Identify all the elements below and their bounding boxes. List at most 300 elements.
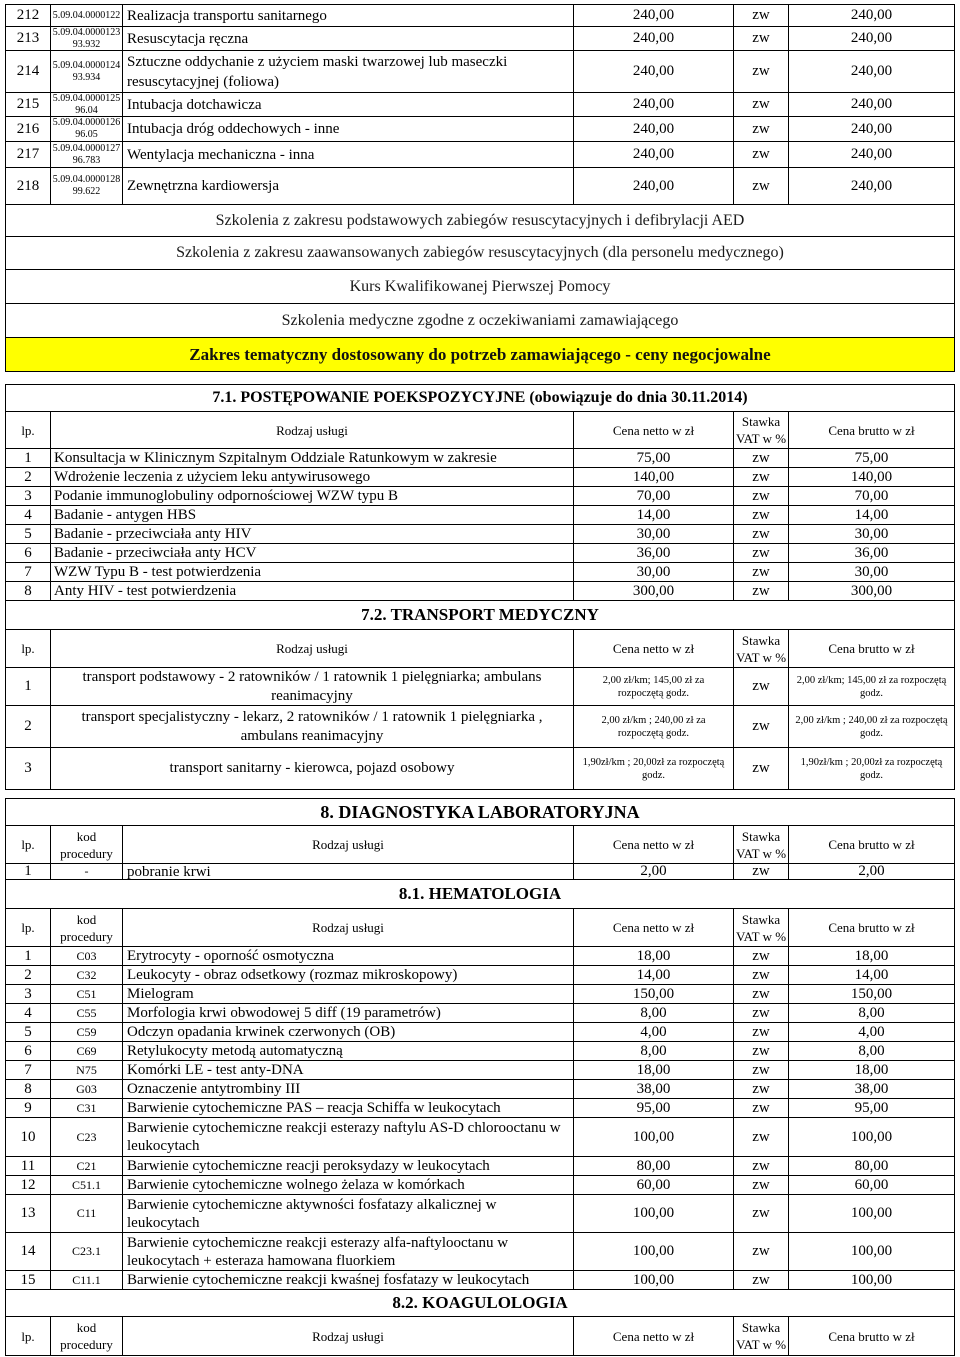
service-name-cell [123, 1271, 574, 1289]
lp-text: 2 [24, 966, 32, 983]
vat-rate-cell [734, 1233, 789, 1270]
service-row [6, 563, 954, 582]
service-row [6, 4, 954, 27]
vat-rate-cell [734, 966, 789, 984]
service-row [6, 1080, 954, 1099]
service-name-cell [123, 1023, 574, 1041]
net-price-text: 240,00 [632, 7, 675, 23]
net-price-cell [574, 27, 734, 50]
service-name-text: leukocytach [127, 1138, 200, 1154]
gross-price-cell [789, 966, 954, 984]
service-name-cell [123, 1176, 574, 1194]
net-price-text: 2,00 zł/km; 145,00 zł za [602, 674, 705, 686]
lp-cell [6, 985, 51, 1003]
service-row [6, 1271, 954, 1290]
vat-rate-header [734, 1317, 789, 1355]
gross-price-cell [789, 864, 954, 879]
service-name-text: leukocytach + esteraza hamowana fluorkiem [127, 1252, 396, 1269]
vat-rate-text: zw [752, 96, 770, 112]
lp-text: 14 [20, 1243, 36, 1259]
gross-price-text: 100,00 [850, 1243, 893, 1259]
service-name-cell [123, 864, 574, 879]
net-price-cell [574, 1004, 734, 1022]
service-name-header [123, 909, 574, 946]
procedure-code-cell [51, 27, 123, 50]
lp-text: 2 [24, 468, 32, 485]
gross-price-cell [789, 1157, 954, 1175]
vat-rate-cell [734, 864, 789, 879]
service-row [6, 506, 954, 525]
lp-cell [6, 544, 51, 562]
service-name-cell [123, 168, 574, 204]
procedure-code-cell [51, 117, 123, 141]
service-name-text: Barwienie cytochemiczne wolnego żelaza w komórkach [127, 1177, 465, 1193]
vat-rate-header-text: Stawka [741, 828, 781, 844]
service-name-header [51, 630, 574, 667]
section-title: 7.2. TRANSPORT MEDYCZNY [6, 601, 954, 630]
net-price-cell [574, 449, 734, 467]
net-price-text: 80,00 [636, 1157, 671, 1174]
gross-price-text: 2,00 zł/km ; 240,00 zł za rozpoczętą [795, 714, 948, 726]
gross-price-text: 240,00 [850, 146, 893, 162]
service-name-cell [123, 5, 574, 26]
vat-rate-text: zw [752, 863, 770, 879]
vat-rate-text: zw [752, 487, 770, 504]
gross-price-cell [789, 985, 954, 1003]
vat-rate-text: zw [752, 985, 770, 1002]
procedure-code-text: C51.1 [71, 1177, 101, 1192]
net-price-text: 150,00 [632, 985, 675, 1002]
hematology-rows [6, 947, 954, 1290]
procedure-code-text: C55 [76, 1005, 97, 1020]
spacer [5, 372, 955, 384]
gross-price-cell [789, 5, 954, 26]
service-name-header-text: Rodzaj usługi [312, 920, 384, 935]
vat-rate-header [734, 630, 789, 667]
service-name-text: Intubacja dotchawicza [127, 96, 262, 113]
net-price-cell [574, 506, 734, 524]
lp-text: 214 [16, 63, 40, 79]
post-exposure-section [5, 384, 955, 601]
vat-rate-header-text: VAT w % [735, 649, 787, 665]
service-name-text: reanimacyjny [271, 687, 353, 704]
procedure-code-text: C31 [76, 1100, 97, 1115]
vat-rate-text: zw [752, 563, 770, 580]
service-name-text: Retylukocyty metodą automatyczną [127, 1043, 343, 1059]
net-price-text: 36,00 [636, 544, 671, 561]
gross-price-header-text: Cena brutto w zł [828, 422, 915, 438]
lp-text: 1 [24, 947, 32, 964]
lp-cell [6, 1195, 51, 1232]
net-price-cell [574, 1061, 734, 1079]
service-row [6, 27, 954, 51]
lp-cell [6, 864, 51, 879]
net-price-header-text: Cena netto w zł [612, 1328, 695, 1344]
lp-text: 216 [16, 120, 40, 137]
coagulology-section [5, 1290, 955, 1356]
service-name-cell [51, 582, 574, 600]
lp-cell [6, 668, 51, 705]
service-row [6, 544, 954, 563]
net-price-text: 70,00 [636, 487, 671, 504]
net-price-cell [574, 487, 734, 505]
procedure-code-text: 99.622 [72, 186, 101, 197]
vat-rate-text: zw [752, 1061, 770, 1078]
lp-cell [6, 142, 51, 167]
gross-price-text: 300,00 [850, 582, 893, 599]
vat-rate-cell [734, 1118, 789, 1156]
service-row [6, 864, 954, 880]
gross-price-cell [789, 1042, 954, 1060]
service-name-header-text: Rodzaj usługi [312, 1328, 384, 1344]
service-name-text: Barwienie cytochemiczne reacji peroksydazy w leukocytach [127, 1158, 490, 1174]
net-price-text: 2,00 [640, 863, 667, 879]
net-price-header-text: Cena netto w zł [612, 422, 695, 438]
net-price-text: 100,00 [632, 1205, 675, 1221]
net-price-text: 2,00 zł/km ; 240,00 zł za [601, 714, 706, 726]
service-name-text: resuscytacyjnej (foliowa) [127, 73, 280, 90]
service-row [6, 468, 954, 487]
service-name-cell [123, 1157, 574, 1175]
gross-price-cell [789, 563, 954, 581]
gross-price-text: 8,00 [858, 1004, 885, 1021]
gross-price-cell [789, 1118, 954, 1156]
vat-rate-cell [734, 27, 789, 50]
section-title: 7.1. POSTĘPOWANIE POEKSPOZYCYJNE (obowiązuje do dnia 30.11.2014) [6, 384, 954, 412]
gross-price-text: 240,00 [850, 30, 893, 46]
net-price-text: 240,00 [632, 96, 675, 112]
net-price-cell [574, 1099, 734, 1117]
service-name-text: Badanie - antygen HBS [54, 506, 197, 523]
procedure-code-header [51, 1317, 123, 1355]
lp-text: 11 [20, 1157, 36, 1174]
procedure-code-text: C23 [76, 1129, 97, 1144]
net-price-text: 18,00 [636, 947, 671, 964]
vat-rate-header [734, 909, 789, 946]
emergency-procedures-table [5, 4, 955, 205]
net-price-text: 100,00 [632, 1128, 675, 1145]
net-price-cell [574, 1176, 734, 1194]
service-row [6, 1118, 954, 1157]
lp-text: 12 [20, 1176, 36, 1193]
net-price-cell [574, 1042, 734, 1060]
vat-rate-text: zw [752, 582, 770, 599]
vat-rate-text: zw [752, 468, 770, 485]
spacer [5, 790, 955, 798]
procedure-code-cell [51, 1176, 123, 1194]
service-row [6, 582, 954, 601]
procedure-code-text: C11 [76, 1206, 97, 1220]
service-row [6, 93, 954, 117]
lp-cell [6, 947, 51, 965]
lp-cell [6, 449, 51, 467]
service-name-text: transport sanitarny - kierowca, pojazd osobowy [169, 760, 455, 776]
vat-rate-cell [734, 93, 789, 116]
net-price-header-text: Cena netto w zł [612, 641, 695, 656]
service-name-cell [123, 1004, 574, 1022]
service-row [6, 142, 954, 168]
gross-price-text: 100,00 [850, 1128, 893, 1145]
net-price-header-text: Cena netto w zł [612, 837, 695, 852]
lp-text: 7 [24, 563, 32, 580]
net-price-cell [574, 5, 734, 26]
lp-text: 6 [24, 1042, 32, 1059]
gross-price-cell [789, 544, 954, 562]
service-name-text: Komórki LE - test anty-DNA [127, 1062, 304, 1078]
lp-header [6, 412, 51, 448]
net-price-text: 60,00 [636, 1176, 671, 1193]
vat-rate-cell [734, 1195, 789, 1232]
gross-price-text: 140,00 [850, 468, 893, 485]
service-row [6, 985, 954, 1004]
procedure-code-cell [51, 1233, 123, 1270]
service-row [6, 1023, 954, 1042]
service-name-cell [51, 563, 574, 581]
gross-price-header [789, 826, 954, 863]
service-name-text: Barwienie cytochemiczne reakcji kwaśnej fosfatazy w leukocytach [127, 1272, 530, 1288]
service-name-text: Barwienie cytochemiczne reakcji esterazy naftylu AS-D chlorooctanu w [127, 1120, 561, 1136]
service-name-cell [123, 1061, 574, 1079]
gross-price-text: 240,00 [850, 63, 893, 79]
service-name-text: Erytrocyty - oporność osmotyczna [127, 948, 335, 964]
lp-cell [6, 1271, 51, 1289]
procedure-code-header-text: procedury [60, 1337, 113, 1352]
gross-price-cell [789, 525, 954, 543]
service-name-header [123, 1317, 574, 1355]
lp-cell [6, 487, 51, 505]
procedure-code-cell [51, 1118, 123, 1156]
net-price-cell [574, 1080, 734, 1098]
gross-price-cell [789, 582, 954, 600]
negotiable-scope-note-text: Zakres tematyczny dostosowany do potrzeb zamawiającego - ceny negocjowalne [189, 344, 771, 364]
net-price-cell [574, 1023, 734, 1041]
gross-price-cell [789, 1023, 954, 1041]
gross-price-text: 38,00 [854, 1080, 889, 1097]
gross-price-cell [789, 487, 954, 505]
service-name-text: Intubacja dróg oddechowych - inne [127, 121, 340, 137]
net-price-header [574, 412, 734, 448]
vat-rate-header-text: Stawka [741, 911, 781, 927]
procedure-code-header [51, 826, 123, 863]
net-price-text: 14,00 [636, 966, 671, 983]
vat-rate-text: zw [752, 1176, 770, 1193]
lp-header-text: lp. [21, 1328, 35, 1344]
lp-text: 3 [24, 985, 32, 1002]
gross-price-cell [789, 93, 954, 116]
training-row [6, 270, 954, 304]
procedure-code-cell [51, 966, 123, 984]
vat-rate-text: zw [752, 1099, 770, 1116]
lp-text: 1 [24, 449, 32, 466]
net-price-cell [574, 748, 734, 789]
training-row [6, 304, 954, 338]
service-name-cell [51, 525, 574, 543]
service-name-cell [123, 142, 574, 167]
vat-rate-cell [734, 1099, 789, 1117]
vat-rate-cell [734, 748, 789, 789]
procedure-code-cell [51, 947, 123, 965]
gross-price-cell [789, 449, 954, 467]
service-row [6, 117, 954, 142]
procedure-code-text: 5.09.04.0000124 [52, 59, 121, 71]
service-name-header-text: Rodzaj usługi [276, 641, 348, 656]
gross-price-text: 240,00 [850, 177, 893, 194]
vat-rate-text: zw [752, 1042, 770, 1059]
vat-rate-text: zw [752, 449, 770, 466]
lp-text: 6 [24, 544, 32, 561]
gross-price-text: 14,00 [854, 506, 889, 523]
lp-cell [6, 563, 51, 581]
net-price-text: 8,00 [640, 1004, 667, 1021]
gross-price-header-text: Cena brutto w zł [828, 641, 915, 656]
lp-header [6, 1317, 51, 1355]
gross-price-cell [789, 1080, 954, 1098]
gross-price-text: 2,00 [858, 863, 885, 879]
vat-rate-text: zw [752, 678, 770, 694]
lp-text: 7 [24, 1061, 32, 1078]
service-row [6, 947, 954, 966]
vat-rate-cell [734, 1023, 789, 1041]
gross-price-text: 100,00 [850, 1271, 893, 1288]
vat-rate-header-text: VAT w % [735, 928, 787, 944]
service-name-cell [123, 1042, 574, 1060]
service-row [6, 1157, 954, 1176]
vat-rate-text: zw [752, 1205, 770, 1221]
service-name-text: Anty HIV - test potwierdzenia [54, 582, 237, 599]
section-title: 8.1. HEMATOLOGIA [6, 880, 954, 909]
procedure-code-text: C21 [76, 1158, 97, 1173]
gross-price-text: godz. [859, 727, 884, 739]
gross-price-header [789, 909, 954, 946]
service-name-cell [51, 544, 574, 562]
lp-cell [6, 525, 51, 543]
net-price-cell [574, 668, 734, 705]
gross-price-cell [789, 142, 954, 167]
net-price-text: 240,00 [632, 146, 675, 162]
net-price-text: 300,00 [632, 582, 675, 599]
vat-rate-text: zw [752, 544, 770, 561]
service-name-text: Oznaczenie antytrombiny III [127, 1081, 301, 1097]
gross-price-cell [789, 947, 954, 965]
procedure-code-header [51, 909, 123, 946]
service-name-text: WZW Typu B - test potwierdzenia [54, 563, 262, 580]
gross-price-cell [789, 668, 954, 705]
vat-rate-header [734, 826, 789, 863]
lp-cell [6, 748, 51, 789]
procedure-code-text: 96.783 [72, 154, 101, 166]
column-header-row [6, 826, 954, 864]
service-name-text: Resuscytacja ręczna [127, 30, 249, 47]
vat-rate-text: zw [752, 1243, 770, 1259]
lp-text: 4 [24, 1004, 32, 1021]
lp-cell [6, 1118, 51, 1156]
lp-text: 8 [24, 582, 32, 599]
gross-price-header [789, 630, 954, 667]
vat-rate-text: zw [752, 966, 770, 983]
net-price-cell [574, 544, 734, 562]
service-name-text: Konsultacja w Klinicznym Szpitalnym Oddziale Ratunkowym w zakresie [54, 449, 497, 466]
net-price-text: 100,00 [632, 1243, 675, 1259]
gross-price-text: 18,00 [854, 947, 889, 964]
service-name-cell [51, 748, 574, 789]
vat-rate-cell [734, 706, 789, 747]
net-price-text: rozpoczętą godz. [617, 687, 690, 699]
service-name-text: Wdrożenie leczenia z użyciem leku antywirusowego [54, 468, 371, 485]
lp-cell [6, 168, 51, 204]
vat-rate-cell [734, 1157, 789, 1175]
gross-price-text: 240,00 [850, 96, 893, 112]
medical-transport-section [5, 601, 955, 790]
vat-rate-text: zw [752, 1271, 770, 1288]
lp-cell [6, 506, 51, 524]
vat-rate-text: zw [752, 1023, 770, 1040]
procedure-code-text: 5.09.04.0000126 [52, 117, 121, 128]
gross-price-text: 4,00 [858, 1023, 885, 1040]
net-price-text: 95,00 [636, 1099, 671, 1116]
lp-cell [6, 1176, 51, 1194]
training-row [6, 205, 954, 237]
medical-transport-rows [6, 668, 954, 790]
net-price-cell [574, 706, 734, 747]
procedure-code-cell [51, 1080, 123, 1098]
service-row [6, 748, 954, 790]
lp-cell [6, 1099, 51, 1117]
net-price-text: 14,00 [636, 506, 671, 523]
vat-rate-text: zw [752, 1128, 770, 1145]
gross-price-header-text: Cena brutto w zł [828, 837, 915, 852]
gross-price-cell [789, 1271, 954, 1289]
vat-rate-cell [734, 525, 789, 543]
service-name-text: Realizacja transportu sanitarnego [127, 7, 327, 24]
net-price-text: 1,90zł/km ; 20,00zł za rozpoczętą [582, 756, 725, 768]
lp-text: 3 [24, 760, 32, 776]
procedure-code-cell [51, 985, 123, 1003]
medical-transport-header [6, 630, 954, 668]
price-list-page [5, 4, 955, 1356]
lp-cell [6, 5, 51, 26]
vat-rate-cell [734, 1080, 789, 1098]
vat-rate-cell [734, 985, 789, 1003]
gross-price-cell [789, 748, 954, 789]
vat-rate-cell [734, 947, 789, 965]
vat-rate-text: zw [752, 63, 770, 79]
vat-rate-header-text: Stawka [741, 414, 781, 429]
lp-text: 13 [20, 1205, 36, 1221]
service-name-header [123, 826, 574, 863]
service-name-text: ambulans reanimacyjny [240, 727, 384, 744]
procedure-code-header-text: kod [76, 911, 97, 927]
procedure-code-cell [51, 1042, 123, 1060]
gross-price-text: 18,00 [854, 1061, 889, 1078]
gross-price-header-text: Cena brutto w zł [828, 920, 915, 935]
procedure-code-text: C59 [76, 1024, 97, 1039]
net-price-cell [574, 966, 734, 984]
service-name-text: Badanie - przeciwciała anty HCV [54, 544, 257, 561]
lp-text: 9 [24, 1099, 32, 1116]
service-name-cell [51, 449, 574, 467]
laboratory-diagnostics-rows [6, 864, 954, 880]
service-name-cell [123, 985, 574, 1003]
lp-text: 1 [24, 678, 32, 694]
service-row [6, 1061, 954, 1080]
lp-header [6, 909, 51, 946]
vat-rate-cell [734, 487, 789, 505]
service-name-cell [123, 1195, 574, 1232]
service-row [6, 449, 954, 468]
vat-rate-text: zw [752, 525, 770, 542]
service-row [6, 668, 954, 706]
net-price-cell [574, 1118, 734, 1156]
